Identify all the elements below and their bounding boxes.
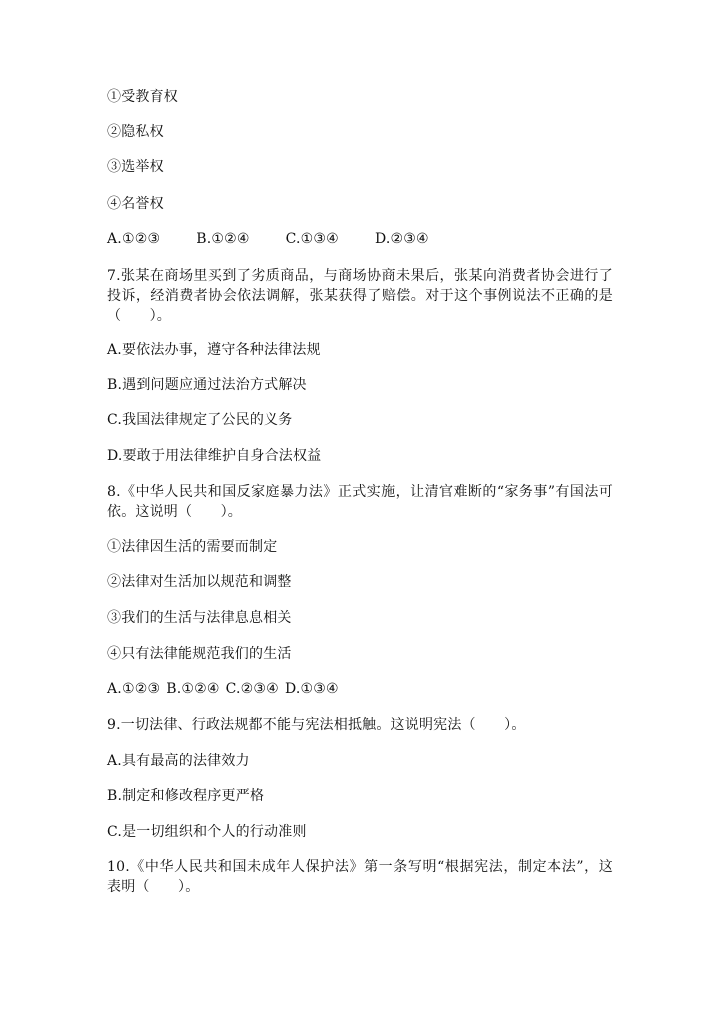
q8-option-c: C.②③④ (225, 681, 279, 697)
q7-option-b: B.遇到问题应通过法治方式解决 (107, 377, 307, 393)
q7-option-a: A.要依法办事，遵守各种法律法规 (107, 342, 321, 358)
prev-item-1: ①受教育权 (107, 89, 178, 105)
q9-option-b: B.制定和修改程序更严格 (107, 788, 265, 804)
prev-option-a: A.①②③ (107, 231, 161, 247)
q8-item-4: ④只有法律能规范我们的生活 (107, 646, 292, 662)
prev-item-2: ②隐私权 (107, 124, 164, 140)
q9-option-a: A.具有最高的法律效力 (107, 753, 250, 769)
prev-item-4: ④名誉权 (107, 196, 164, 212)
q7-option-d: D.要敢于用法律维护自身合法权益 (107, 448, 322, 464)
q8-option-b: B.①②④ (166, 681, 220, 697)
q8-option-d: D.①③④ (284, 681, 339, 697)
prev-option-c: C.①③④ (285, 231, 339, 247)
q7-option-c: C.我国法律规定了公民的义务 (107, 412, 293, 428)
q8-stem: 8.《中华人民共和国反家庭暴力法》正式实施，让清官难断的“家务事”有国法可依。这说明（ ）。 (107, 484, 613, 520)
q7-stem: 7.张某在商场里买到了劣质商品，与商场协商未果后，张某向消费者协会进行了投诉，经消费者协会依法调解，张某获得了赔偿。对于这个事例说法不正确的是（ ）。 (107, 268, 613, 324)
prev-option-b: B.①②④ (196, 231, 250, 247)
q8-options-row (107, 679, 339, 699)
q8-option-a: A.①②③ (107, 681, 161, 697)
q10-stem: 10.《中华人民共和国未成年人保护法》第一条写明“根据宪法，制定本法”，这表明（ ）。 (107, 859, 613, 895)
prev-option-d: D.②③④ (374, 231, 429, 247)
q8-item-1: ①法律因生活的需要而制定 (107, 539, 278, 555)
q9-stem: 9.一切法律、行政法规都不能与宪法相抵触。这说明宪法（ ）。 (107, 717, 526, 733)
q8-item-3: ③我们的生活与法律息息相关 (107, 610, 292, 626)
prev-item-3: ③选举权 (107, 159, 164, 175)
q9-option-c: C.是一切组织和个人的行动准则 (107, 824, 307, 840)
prev-options-row (107, 229, 429, 249)
q8-item-2: ②法律对生活加以规范和调整 (107, 574, 292, 590)
